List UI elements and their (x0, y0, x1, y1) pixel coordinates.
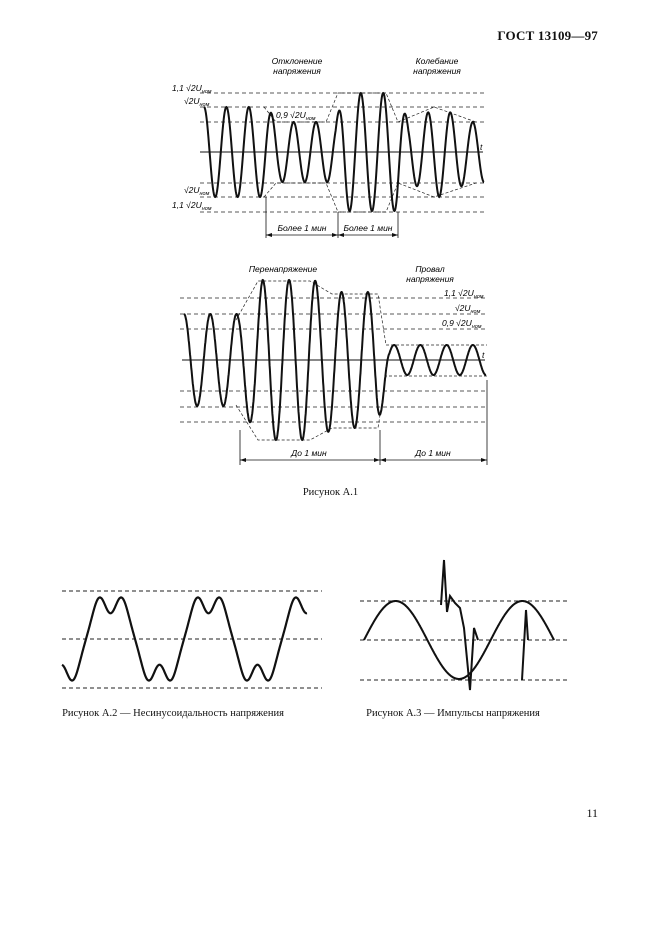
bottom-panel-voltage-waveform (184, 280, 486, 440)
top-title-deviation-line2: напряжения (273, 66, 321, 76)
top-title-deviation-line1: Отклонение (271, 56, 323, 66)
top-label-09-upper: 0,9 $√2U_{ном}$ (276, 110, 316, 122)
page-number: 11 (586, 806, 598, 820)
bottom-duration-label-2: До 1 мин (415, 448, 451, 458)
bottom-duration-label-1: До 1 мин (291, 448, 327, 458)
document-code: ГОСТ 13109—97 (497, 28, 598, 43)
bottom-title-dip-line2: напряжения (406, 274, 454, 284)
top-label-nom-lower: $√2U_{ном}$ (184, 185, 210, 197)
top-duration-label-2: Более 1 мин (343, 223, 393, 233)
figure-a2-caption: Рисунок А.2 — Несинусоидальность напряжения (62, 708, 284, 719)
figure-a3-impulse-spikes (441, 560, 528, 690)
figure-a1-caption: Рисунок А.1 (302, 487, 359, 498)
bottom-label-nom: $√2U_{ном}$ (455, 303, 481, 315)
top-label-11-lower: 1,1 $√2U_{ном}$ (172, 200, 212, 212)
bottom-label-09: 0,9 $√2U_{ном}$ (442, 318, 482, 330)
top-label-11-upper: 1,1 $√2U_{ном}$ (172, 83, 212, 95)
bottom-label-11: 1,1 $√2U_{ном}$ (444, 288, 484, 300)
top-title-fluctuation-line2: напряжения (413, 66, 461, 76)
top-time-label: t (480, 142, 483, 152)
bottom-time-label: t (482, 350, 485, 360)
bottom-title-dip-line1: Провал (415, 264, 445, 274)
bottom-title-overvoltage: Перенапряжение (248, 264, 318, 274)
top-duration-label-1: Более 1 мин (277, 223, 327, 233)
top-label-nom-upper: $√2U_{ном}$ (184, 96, 210, 108)
figure-a3-caption: Рисунок А.3 — Импульсы напряжения (366, 708, 540, 719)
top-title-fluctuation-line1: Колебание (415, 56, 459, 66)
